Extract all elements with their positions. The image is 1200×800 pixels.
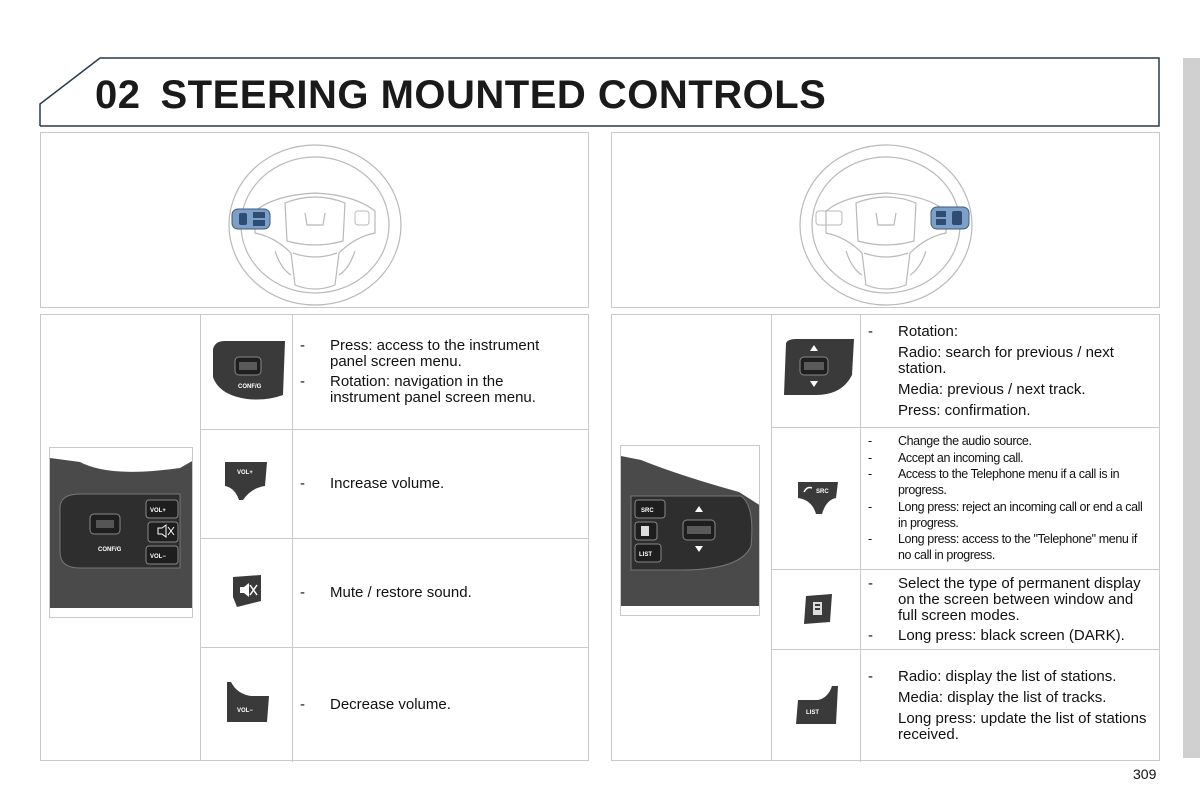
source-phone-label: SRC [816, 489, 829, 495]
list-item: - Long press: black screen (DARK). [868, 626, 1125, 644]
volume-up-icon[interactable] [223, 458, 269, 504]
source-phone-icon[interactable] [796, 478, 840, 518]
right-row-thumbwheel [772, 315, 1159, 428]
thumbwheel-conf-label: CONF/G [238, 384, 262, 390]
right-row-display-mode [772, 570, 1159, 650]
left-controls-table [40, 314, 589, 761]
list-item: - Access to the Telephone menu if a call is in progress. [868, 466, 1120, 498]
list-item: - Decrease volume. [300, 696, 451, 713]
list-item: - Long press: access to the "Telephone" menu if no call in progress. [868, 532, 1137, 563]
volume-down-icon[interactable] [221, 678, 271, 728]
left-row-mute [201, 539, 588, 648]
page-number: 309 [1133, 766, 1157, 782]
side-tab-strip [1183, 58, 1200, 758]
list-item: - Increase volume. [300, 475, 445, 492]
volume-down-label: VOL− [237, 708, 253, 714]
overview-vol-minus-label: VOL− [150, 554, 166, 560]
list-item: - Rotation: navigation in the instrument panel screen menu. [300, 373, 536, 406]
list-label: LIST [806, 710, 819, 716]
left-overview-column [41, 315, 201, 760]
right-row-list [772, 650, 1159, 762]
continuation-text: Media: previous / next track. [898, 380, 1086, 398]
steering-wheel-right-image [611, 132, 1160, 308]
right-control-cluster-image [620, 445, 760, 616]
right-control-cluster-icon [621, 446, 760, 616]
mute-icon[interactable] [229, 573, 265, 609]
continuation-text: Press: confirmation. [898, 401, 1031, 419]
section-title: STEERING MOUNTED CONTROLS [160, 73, 827, 117]
left-control-cluster-image [49, 447, 193, 618]
steering-wheel-right-icon [786, 133, 986, 309]
right-overview-column [612, 315, 772, 760]
continuation-text: Media: display the list of tracks. [898, 689, 1107, 706]
volume-up-label: VOL+ [237, 470, 253, 476]
list-item: - Mute / restore sound. [300, 584, 472, 601]
overview-src-label: SRC [641, 508, 654, 514]
continuation-text: Long press: update the list of stations received. [898, 710, 1147, 743]
overview-conf-label: CONF/G [98, 547, 122, 553]
list-item: - Accept an incoming call. [868, 450, 1024, 465]
steering-wheel-left-image [40, 132, 589, 308]
right-controls-table [611, 314, 1160, 761]
left-row-thumbwheel [201, 315, 588, 430]
left-row-volume-up [201, 430, 588, 539]
steering-wheel-left-icon [215, 133, 415, 309]
overview-vol-plus-label: VOL+ [150, 508, 166, 514]
list-item: - Rotation: [868, 322, 959, 340]
page-title [95, 70, 826, 120]
right-row-source-phone [772, 428, 1159, 570]
overview-list-label: LIST [639, 552, 652, 558]
list-icon[interactable] [792, 682, 842, 728]
section-number: 02 [95, 73, 141, 117]
continuation-text: Radio: search for previous / next station. [898, 343, 1114, 377]
display-mode-icon[interactable] [802, 592, 834, 628]
list-item: - Change the audio source. [868, 434, 1032, 449]
thumbwheel-icon[interactable] [776, 335, 856, 399]
thumbwheel-conf-icon[interactable] [207, 337, 287, 403]
list-item: - Select the type of permanent display on the screen between window and full screen modes. [868, 574, 1141, 624]
left-control-cluster-icon [50, 448, 193, 618]
list-item: - Press: access to the instrument panel screen menu. [300, 337, 540, 370]
left-row-volume-down [201, 648, 588, 762]
list-item: - Long press: reject an incoming call or end a call in progress. [868, 499, 1143, 530]
list-item: - Radio: display the list of stations. [868, 668, 1117, 685]
